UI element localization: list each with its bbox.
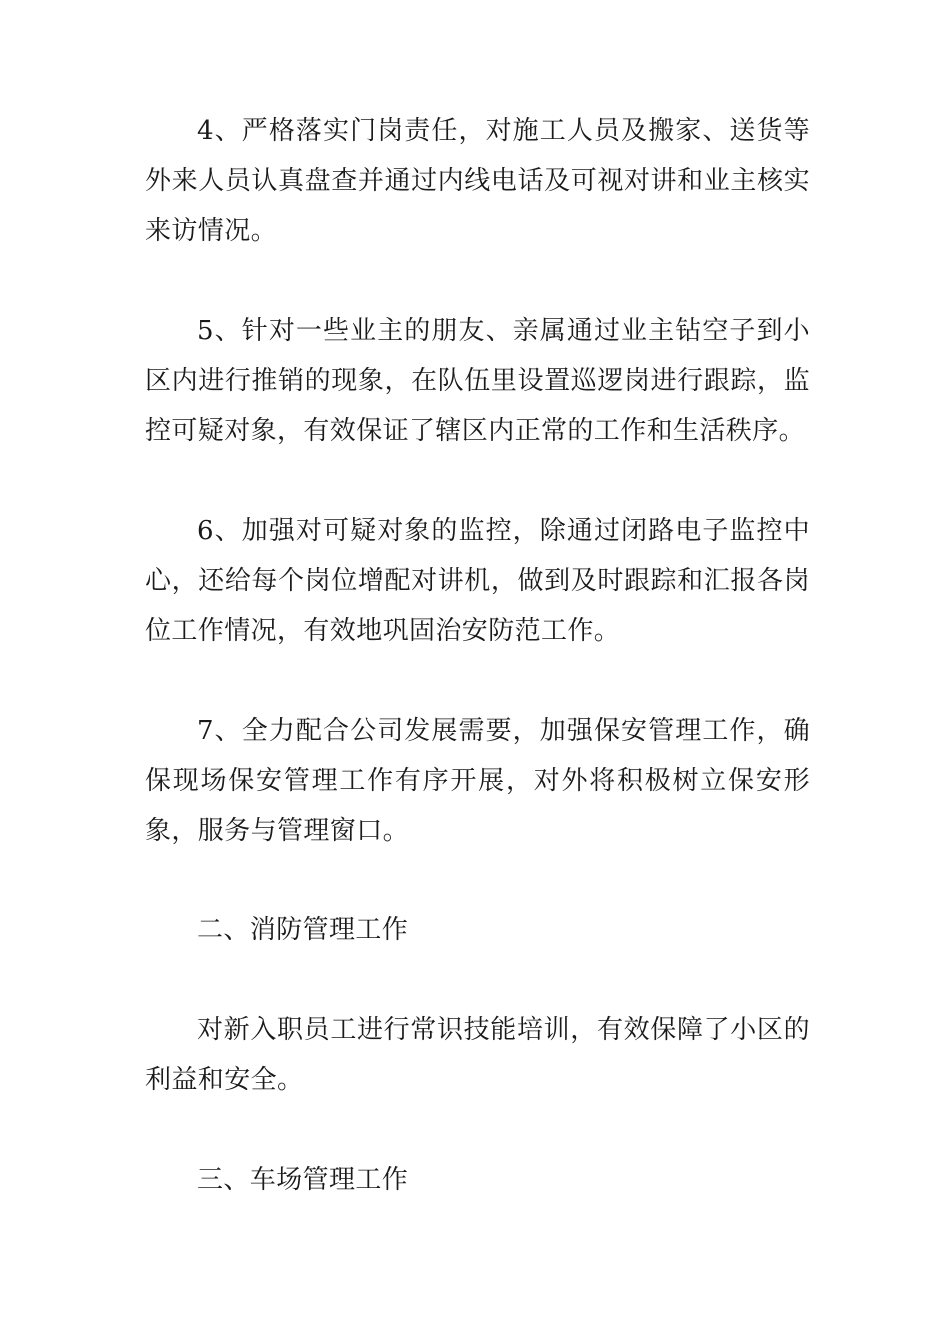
section-heading-parking-management: 三、车场管理工作 bbox=[197, 1165, 409, 1195]
paragraph-item-6: 6、加强对可疑对象的监控，除通过闭路电子监控中心，还给每个岗位增配对讲机，做到及时跟踪和汇报各岗位工作情况，有效地巩固治安防范工作。 bbox=[145, 516, 810, 646]
paragraph-fire-management-body: 对新入职员工进行常识技能培训，有效保障了小区的利益和安全。 bbox=[145, 1015, 810, 1095]
paragraph-item-7: 7、全力配合公司发展需要，加强保安管理工作，确保现场保安管理工作有序开展，对外将积极树立保安形象，服务与管理窗口。 bbox=[145, 716, 810, 846]
paragraph-item-5: 5、针对一些业主的朋友、亲属通过业主钻空子到小区内进行推销的现象，在队伍里设置巡逻岗进行跟踪，监控可疑对象，有效保证了辖区内正常的工作和生活秩序。 bbox=[145, 316, 810, 446]
section-heading-fire-management: 二、消防管理工作 bbox=[197, 915, 409, 945]
paragraph-item-4: 4、严格落实门岗责任，对施工人员及搬家、送货等外来人员认真盘查并通过内线电话及可视对讲和业主核实来访情况。 bbox=[145, 116, 810, 246]
